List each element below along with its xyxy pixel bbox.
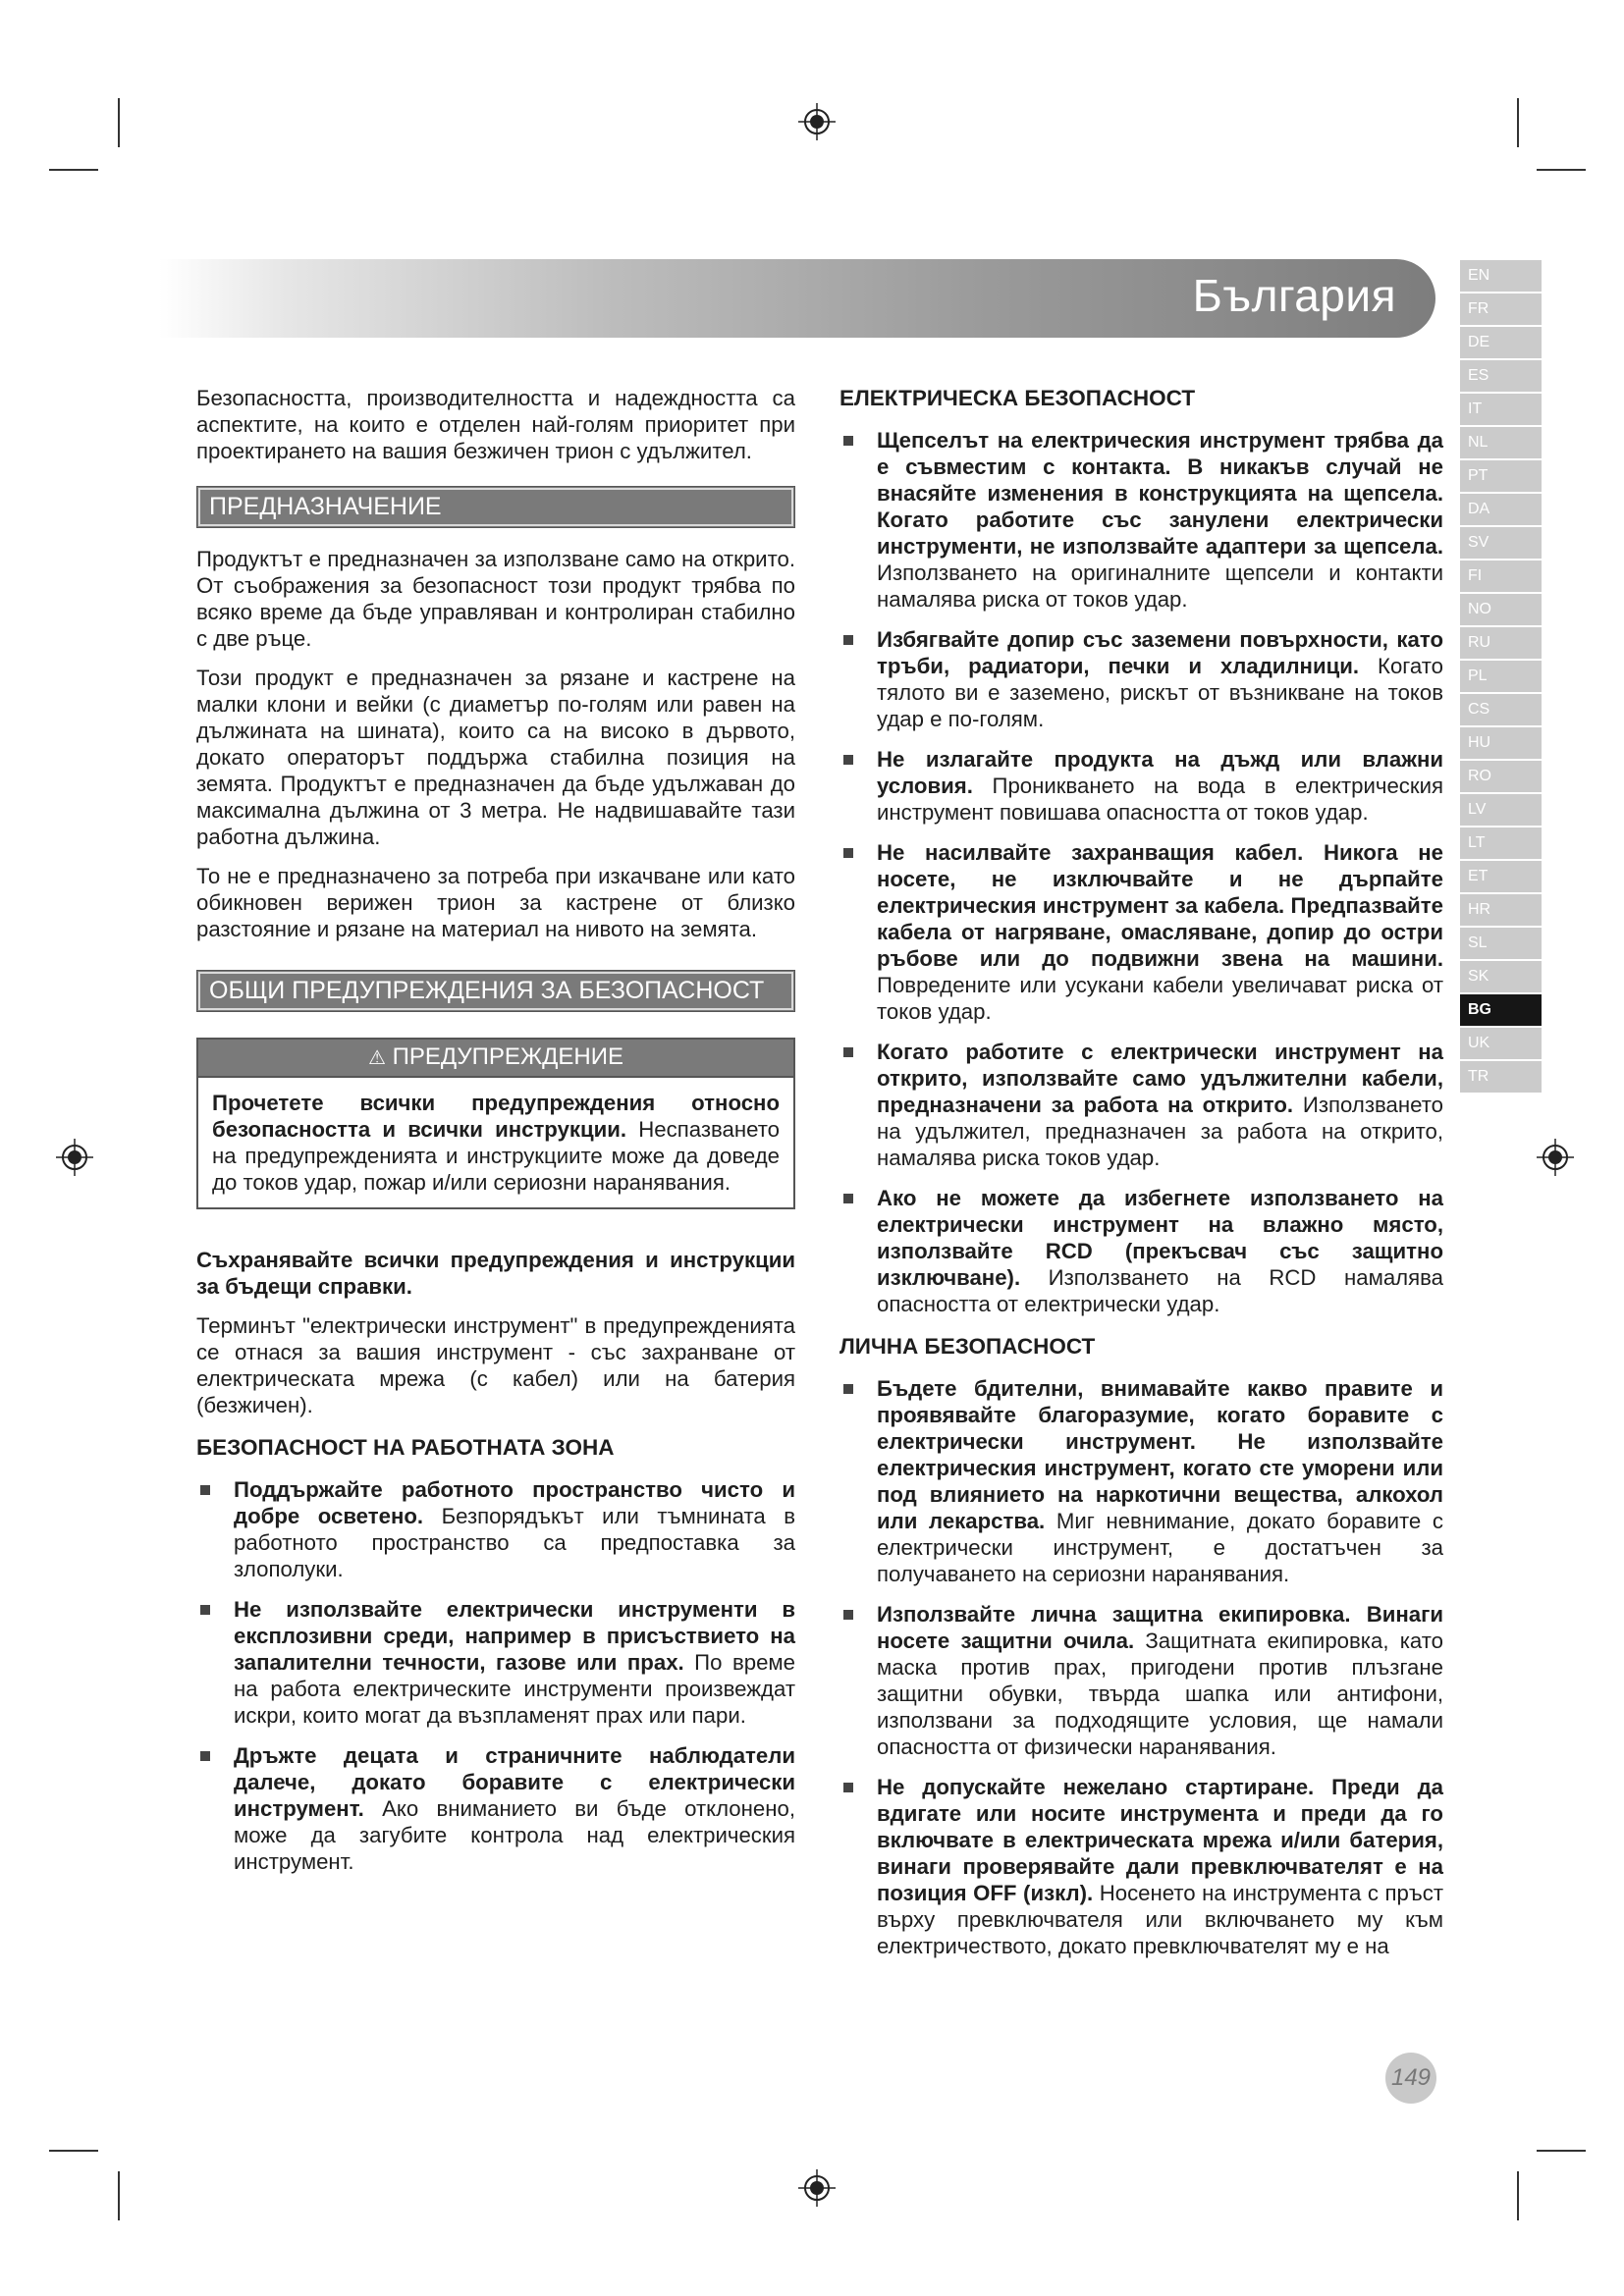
warning-header	[198, 1040, 793, 1078]
square-bullet-icon	[200, 1485, 210, 1495]
square-bullet-icon	[843, 1194, 853, 1203]
language-tab[interactable]: SV	[1460, 527, 1542, 559]
language-tab[interactable]: NL	[1460, 427, 1542, 458]
language-tab[interactable]: RO	[1460, 761, 1542, 792]
right-column	[839, 385, 1443, 1973]
general-warnings-heading: ОБЩИ ПРЕДУПРЕЖДЕНИЯ ЗА БЕЗОПАСНОСТ	[196, 970, 795, 1012]
crop-mark	[1517, 2171, 1519, 2220]
list-item: Не допускайте нежелано стартиране. Преди да вдигате или носите инструмента и преди да го включвате в електрическата мрежа и/или батерия, винаги проверявайте дали превключвателят е на позиция OFF (изкл). Носенето на инструмента с пръст върху превключвателя или включването му към електричеството, докато превключвателят му е на	[839, 1774, 1443, 1959]
language-tab[interactable]: FI	[1460, 561, 1542, 592]
language-tab[interactable]: FR	[1460, 294, 1542, 325]
list-item: Не използвайте електрически инструменти в експлозивни среди, например в присъствието на запалителни течности, газове или прах. По време на работа електрическите инструменти произвеждат искри, които могат да възпламенят прах или пари.	[196, 1596, 795, 1729]
electric-safety-heading: ЕЛЕКТРИЧЕСКА БЕЗОПАСНОСТ	[839, 386, 1196, 410]
language-tab[interactable]: SK	[1460, 961, 1542, 992]
square-bullet-icon	[200, 1751, 210, 1761]
crop-mark	[1537, 169, 1586, 171]
work-area-list	[196, 1476, 795, 1875]
header-bar	[159, 259, 1435, 338]
warning-text: Прочетете всички предупреждения относно безопасността и всички инструкции. Неспазването на предупрежденията и инструкциите може да доведе до токов удар, пожар и/или сериозни наранявания.	[212, 1091, 780, 1195]
square-bullet-icon	[843, 1783, 853, 1792]
language-tab[interactable]: PL	[1460, 661, 1542, 692]
purpose-paragraph: Продуктът е предназначен за използване само на открито. От съображения за безопасност този продукт трябва по всяко време да бъде управляван и контролиран стабилно с две ръце.	[196, 547, 795, 651]
crop-mark	[49, 169, 98, 171]
language-tab[interactable]: ES	[1460, 360, 1542, 392]
language-tab[interactable]: RU	[1460, 627, 1542, 659]
square-bullet-icon	[843, 436, 853, 446]
purpose-paragraph: То не е предназначено за потреба при изкачване или като обикновен верижен трион за кастрене от близко разстояние и рязане на материал на нивото на земята.	[196, 864, 795, 941]
save-instructions: Съхранявайте всички предупреждения и инструкции за бъдещи справки.	[196, 1248, 795, 1299]
crop-mark	[118, 98, 120, 147]
crop-mark	[1517, 98, 1519, 147]
page-title: България	[1192, 270, 1396, 321]
electric-safety-list	[839, 427, 1443, 1317]
list-item: Поддържайте работното пространство чисто и добре осветено. Безпорядъкът или тъмнината в работното пространство са предпоставка за злополуки.	[196, 1476, 795, 1582]
list-item: Ако не можете да избегнете използването на електрически инструмент на влажно място, използвайте RCD (прекъсвач със защитно изключване). Използването на RCD намалява опасността от електрически удар.	[839, 1185, 1443, 1317]
language-tab[interactable]: BG	[1460, 994, 1542, 1026]
work-area-heading: БЕЗОПАСНОСТ НА РАБОТНАТА ЗОНА	[196, 1435, 615, 1460]
list-item: Не насилвайте захранващия кабел. Никога не носете, не изключвайте и не дърпайте електрическия инструмент за кабела. Предпазвайте кабела от нагряване, омасляване, допир до остри ръбове или до подвижни звена на машини. Повредените или усукани кабели увеличават риска от токов удар.	[839, 839, 1443, 1025]
personal-safety-heading: ЛИЧНА БЕЗОПАСНОСТ	[839, 1334, 1096, 1359]
language-tab[interactable]: EN	[1460, 260, 1542, 292]
crop-mark	[1537, 2150, 1586, 2152]
language-tab[interactable]: HR	[1460, 894, 1542, 926]
square-bullet-icon	[200, 1605, 210, 1615]
list-item: Когато работите с електрически инструмент на открито, използвайте само удължителни кабели, предназначени за работа на открито. Използването на удължител, предназначен за работа на открито, намалява риска токов удар.	[839, 1039, 1443, 1171]
language-tab[interactable]: PT	[1460, 460, 1542, 492]
purpose-paragraph: Този продукт е предназначен за рязане и кастрене на малки клони и вейки (с диаметър по-голям или равен на дължината на шината), които са на високо в дървото, докато операторът поддържа стабилна позиция на земята. Продуктът е предназначен да бъде удължаван до максимална дължина от 3 метра. Не надвишавайте тази работна дължина.	[196, 666, 795, 849]
registration-mark-icon	[56, 1139, 93, 1176]
language-tab[interactable]: SL	[1460, 928, 1542, 959]
language-tab[interactable]: DE	[1460, 327, 1542, 358]
registration-mark-icon	[1537, 1139, 1574, 1176]
page-number: 149	[1385, 2053, 1436, 2104]
language-tab[interactable]: TR	[1460, 1061, 1542, 1093]
crop-mark	[118, 2171, 120, 2220]
square-bullet-icon	[843, 635, 853, 645]
left-column	[196, 385, 795, 1889]
list-item: Избягвайте допир със заземени повърхности, като тръби, радиатори, печки и хладилници. Когато тялото ви е заземено, рискът от възникване на токов удар е по-голям.	[839, 626, 1443, 732]
intro-paragraph: Безопасността, производителността и надеждността са аспектите, на които е отделен най-голям приоритет при проектирането на вашия безжичен трион с удължител.	[196, 386, 795, 463]
list-item: Бъдете бдителни, внимавайте какво правите и проявявайте благоразумие, когато боравите с електрически инструмент. Не използвайте електрическия инструмент, когато сте уморени или под влиянието на наркотични вещества, алкохол или лекарства. Миг невнимание, докато боравите с електрически инструмент, е достатъчен за получаването на сериозни наранявания.	[839, 1375, 1443, 1587]
crop-mark	[49, 2150, 98, 2152]
warning-title: ПРЕДУПРЕЖДЕНИЕ	[392, 1043, 623, 1070]
warning-triangle-icon: ⚠	[368, 1047, 386, 1069]
list-item: Използвайте лична защитна екипировка. Винаги носете защитни очила. Защитната екипировка, като маска против прах, пригодени против плъзгане защитни обувки, твърда шапка или антифони, използвани за подходящите условия, ще намали опасността от физически наранявания.	[839, 1601, 1443, 1760]
language-tab[interactable]: UK	[1460, 1028, 1542, 1059]
registration-mark-icon	[798, 2169, 836, 2207]
warning-box	[196, 1038, 795, 1209]
square-bullet-icon	[843, 1047, 853, 1057]
language-tab[interactable]: LV	[1460, 794, 1542, 826]
square-bullet-icon	[843, 1384, 853, 1394]
square-bullet-icon	[843, 848, 853, 858]
list-item: Дръжте децата и страничните наблюдатели далече, докато боравите с електрически инструмент. Ако вниманието ви бъде отклонено, може да загубите контрола над електрическия инструмент.	[196, 1742, 795, 1875]
language-tab[interactable]: NO	[1460, 594, 1542, 625]
language-tab[interactable]: IT	[1460, 394, 1542, 425]
term-definition: Терминът "електрически инструмент" в предупрежденията се отнася за вашия инструмент - със захранване от електрическата мрежа (с кабел) или на батерия (безжичен).	[196, 1313, 795, 1417]
language-tabs	[1460, 260, 1542, 1095]
purpose-heading: ПРЕДНАЗНАЧЕНИЕ	[196, 486, 795, 528]
registration-mark-icon	[798, 103, 836, 140]
language-tab[interactable]: DA	[1460, 494, 1542, 525]
square-bullet-icon	[843, 1610, 853, 1620]
list-item: Не излагайте продукта на дъжд или влажни условия. Проникването на вода в електрическия инструмент повишава опасността от токов удар.	[839, 746, 1443, 826]
square-bullet-icon	[843, 755, 853, 765]
language-tab[interactable]: HU	[1460, 727, 1542, 759]
list-item: Щепселът на електрическия инструмент трябва да е съвместим с контакта. В никакъв случай не внасяйте изменения в конструкцията на щепсела. Когато работите със занулени електрически инструменти, не използвайте адаптери за щепсела. Използването на оригиналните щепсели и контакти намалява риска от токов удар.	[839, 427, 1443, 613]
language-tab[interactable]: LT	[1460, 828, 1542, 859]
personal-safety-list	[839, 1375, 1443, 1959]
language-tab[interactable]: CS	[1460, 694, 1542, 725]
language-tab[interactable]: ET	[1460, 861, 1542, 892]
